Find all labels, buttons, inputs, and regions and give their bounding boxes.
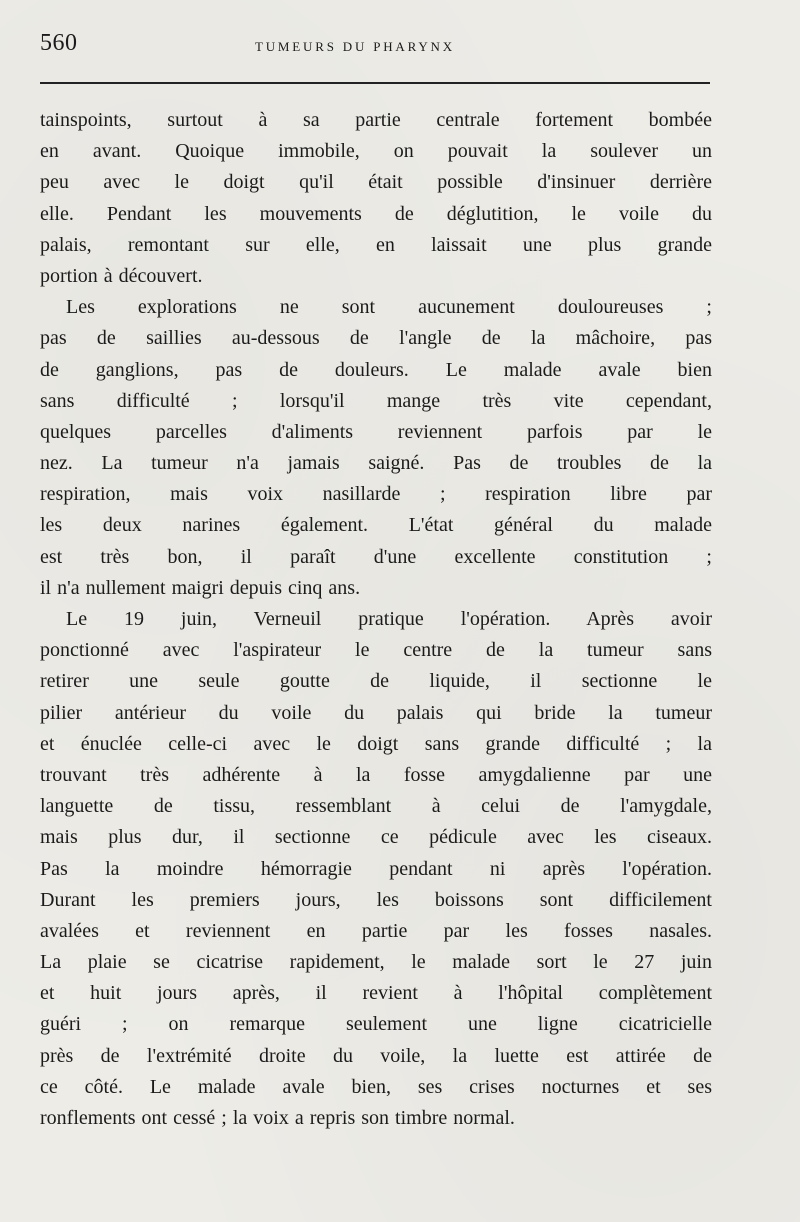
page-header — [40, 26, 710, 66]
text-line: avalées et reviennent en partie par les fosses nasales. — [40, 919, 712, 942]
text-line: portion à découvert. — [40, 264, 203, 287]
running-head: TUMEURS DU PHARYNX — [255, 39, 455, 54]
text-line: respiration, mais voix nasillarde ; respiration libre par — [40, 483, 712, 506]
text-line: ronflements ont cessé ; la voix a repris son timbre normal. — [40, 1107, 515, 1129]
text-line: il n'a nullement maigri depuis cinq ans. — [40, 576, 361, 599]
text-line: nez. La tumeur n'a jamais saigné. Pas de troubles de la — [40, 452, 712, 475]
text-line: pas de saillies au-dessous de l'angle de la mâchoire, pas — [40, 327, 712, 350]
text-line: près de l'extrémité droite du voile, la luette est attirée de — [40, 1044, 712, 1067]
text-line: languette de tissu, ressemblant à celui de l'amygdale, — [40, 795, 712, 818]
text-line: peu avec le doigt qu'il était possible d'insinuer derrière — [40, 171, 712, 194]
body-text — [40, 105, 712, 1134]
text-line: ce côté. Le malade avale bien, ses crises nocturnes et ses — [40, 1075, 712, 1098]
text-line: pilier antérieur du voile du palais qui bride la tumeur — [40, 701, 712, 724]
text-line: palais, remontant sur elle, en laissait une plus grande — [40, 233, 712, 256]
text-line: Pas la moindre hémorragie pendant ni après l'opération. — [40, 857, 712, 880]
text-line: ponctionné avec l'aspirateur le centre de la tumeur sans — [40, 639, 712, 662]
text-line: mais plus dur, il sectionne ce pédicule avec les ciseaux. — [40, 826, 712, 849]
text-line: guéri ; on remarque seulement une ligne cicatricielle — [40, 1013, 712, 1036]
text-line: est très bon, il paraît d'une excellente constitution ; — [40, 545, 712, 568]
text-line: quelques parcelles d'aliments reviennent parfois par le — [40, 420, 712, 443]
header-rule — [40, 82, 710, 84]
text-line: tainspoints, surtout à sa partie centrale fortement bombée — [40, 109, 712, 131]
text-line: La plaie se cicatrise rapidement, le malade sort le 27 juin — [40, 951, 712, 974]
text-line: sans difficulté ; lorsqu'il mange très vite cependant, — [40, 389, 712, 412]
page-number: 560 — [40, 30, 78, 56]
text-line: Durant les premiers jours, les boissons sont difficilement — [40, 888, 712, 911]
text-line: et énuclée celle-ci avec le doigt sans grande difficulté ; la — [40, 732, 712, 755]
text-line: et huit jours après, il revient à l'hôpital complètement — [40, 982, 712, 1005]
text-line: les deux narines également. L'état général du malade — [40, 514, 712, 537]
text-line: en avant. Quoique immobile, on pouvait la soulever un — [40, 140, 712, 163]
text-line: retirer une seule goutte de liquide, il sectionne le — [40, 670, 712, 693]
text-line: trouvant très adhérente à la fosse amygdalienne par une — [40, 763, 712, 786]
text-line: Les explorations ne sont aucunement douloureuses ; — [66, 296, 712, 319]
text-line: elle. Pendant les mouvements de déglutition, le voile du — [40, 202, 712, 225]
text-line: de ganglions, pas de douleurs. Le malade avale bien — [40, 358, 712, 381]
text-line: Le 19 juin, Verneuil pratique l'opération. Après avoir — [66, 608, 712, 630]
